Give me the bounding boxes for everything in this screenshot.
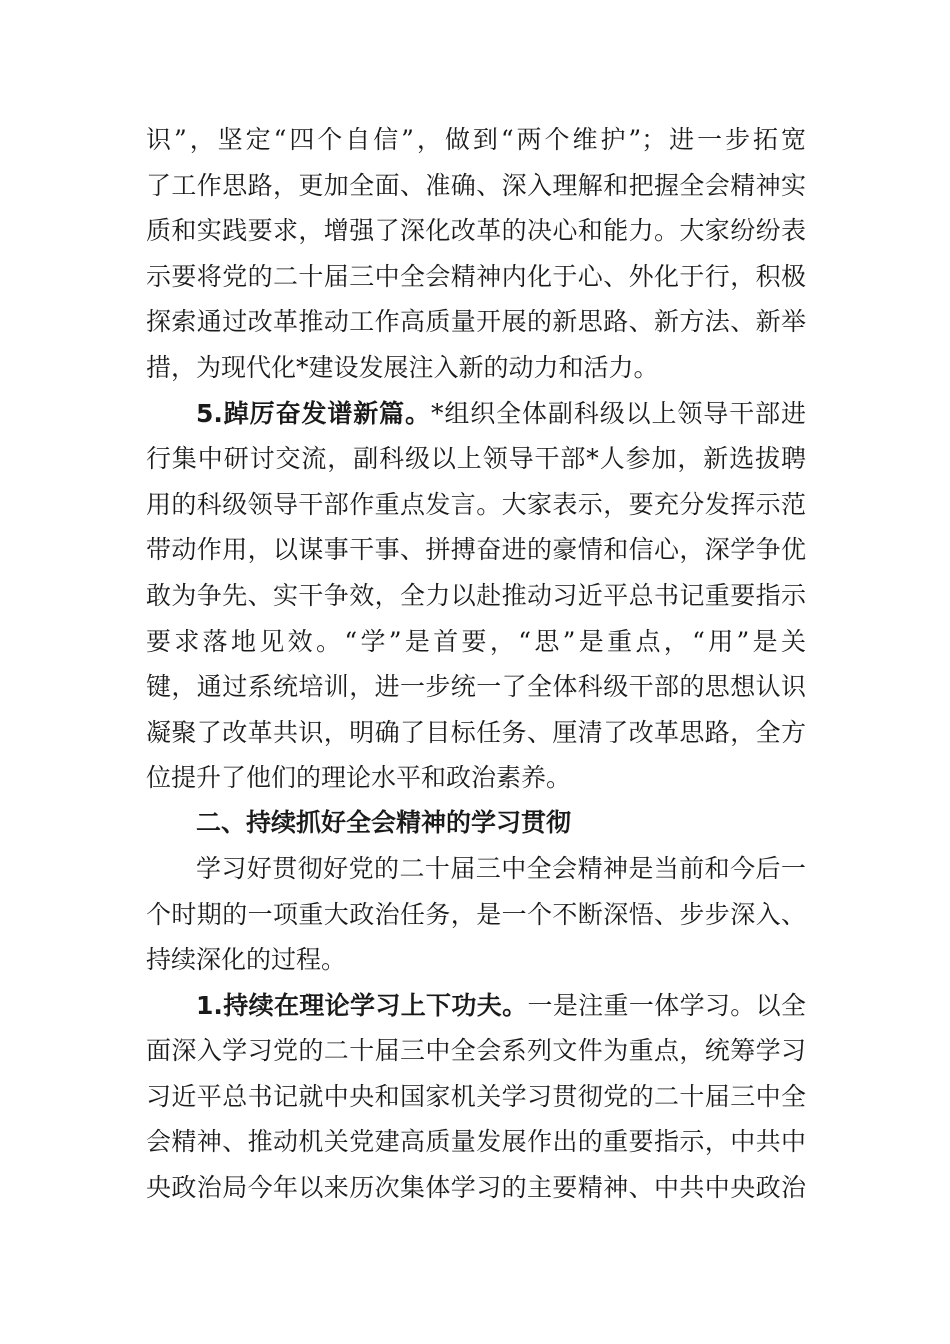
- text-line: 敢为争先、实干争效，全力以赴推动习近平总书记重要指示: [146, 581, 806, 610]
- text-line: 面深入学习党的二十届三中全会系列文件为重点，统筹学习: [146, 1036, 806, 1065]
- text-line: 示要将党的二十届三中全会精神内化于心、外化于行，积极: [146, 262, 806, 291]
- section-heading: 二、持续抓好全会精神的学习贯彻: [196, 808, 572, 837]
- text-line: 个时期的一项重大政治任务，是一个不断深悟、步步深入、: [146, 900, 806, 929]
- text-line: 行集中研讨交流，副科级以上领导干部*人参加，新选拔聘: [146, 444, 806, 473]
- text-line: 凝聚了改革共识，明确了目标任务、厘清了改革思路，全方: [146, 718, 806, 747]
- paragraph-5-first-rest: *组织全体副科级以上领导干部进: [430, 399, 806, 428]
- text-line: 了工作思路，更加全面、准确、深入理解和把握全会精神实: [146, 171, 806, 200]
- text-line: 央政治局今年以来历次集体学习的主要精神、中共中央政治: [146, 1173, 806, 1202]
- text-line: 措，为现代化*建设发展注入新的动力和活力。: [146, 353, 659, 382]
- paragraph-1-first-line: [196, 991, 806, 1021]
- text-line: 带动作用，以谋事干事、拼搏奋进的豪情和信心，深学争优: [146, 535, 806, 564]
- text-line: 会精神、推动机关党建高质量发展作出的重要指示，中共中: [146, 1127, 806, 1156]
- text-line: 用的科级领导干部作重点发言。大家表示，要充分发挥示范: [146, 490, 806, 519]
- text-line: 识”，坚定“四个自信”，做到“两个维护”；进一步拓宽: [146, 125, 806, 154]
- paragraph-1-lead: 1.持续在理论学习上下功夫。: [196, 991, 528, 1020]
- text-line: 要求落地见效。“学”是首要，“思”是重点，“用”是关: [146, 627, 806, 656]
- text-line: 习近平总书记就中央和国家机关学习贯彻党的二十届三中全: [146, 1082, 806, 1111]
- paragraph-1-first-rest: 一是注重一体学习。以全: [527, 991, 806, 1020]
- text-line: 探索通过改革推动工作高质量开展的新思路、新方法、新举: [146, 307, 806, 336]
- section-intro-first-line: 学习好贯彻好党的二十届三中全会精神是当前和今后一: [196, 854, 806, 883]
- text-line: 键，通过系统培训，进一步统一了全体科级干部的思想认识: [146, 672, 806, 701]
- paragraph-5-first-line: [196, 399, 806, 429]
- text-line: 位提升了他们的理论水平和政治素养。: [146, 763, 572, 792]
- paragraph-5-lead: 5.踔厉奋发谱新篇。: [196, 399, 431, 428]
- text-line: 质和实践要求，增强了深化改革的决心和能力。大家纷纷表: [146, 216, 806, 245]
- text-line: 持续深化的过程。: [146, 945, 347, 974]
